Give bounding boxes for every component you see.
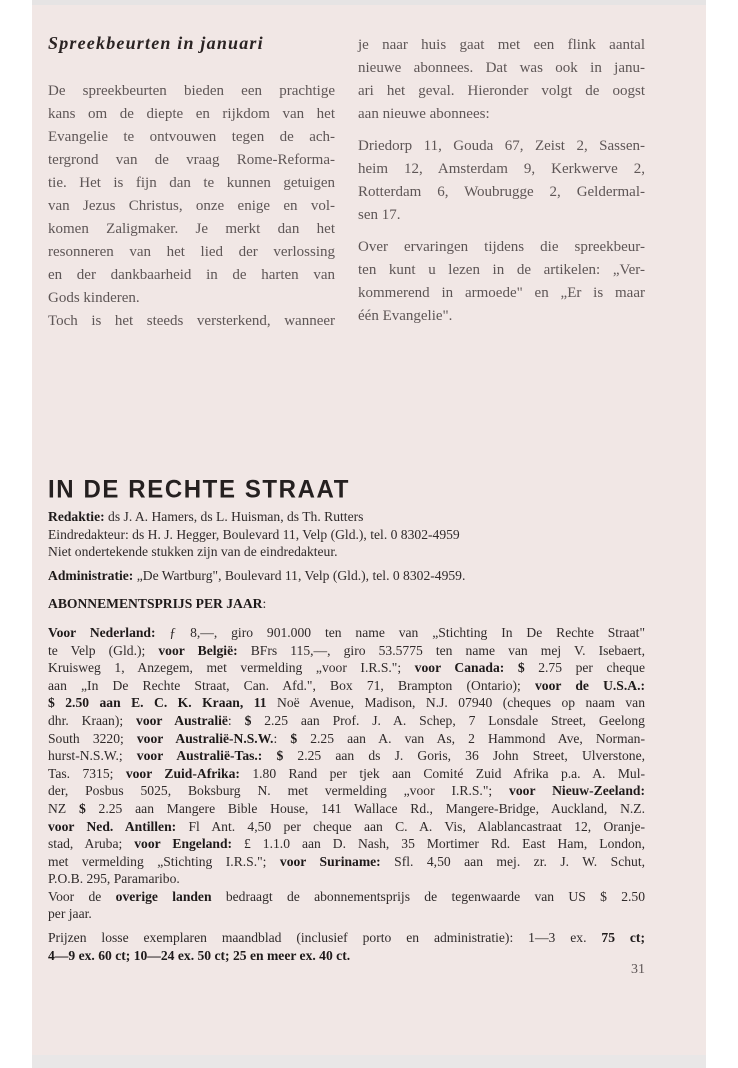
text-line: [48, 800, 645, 818]
bold-label: voor Zuid-Afrika:: [125, 765, 240, 781]
text-line: [48, 730, 645, 748]
article-right-column: [358, 34, 645, 337]
text-line: [48, 929, 645, 947]
text-line: Toch is het steeds versterkend, wanneer: [48, 313, 335, 329]
bold-label: voor Suriname:: [279, 853, 381, 869]
text-line: De spreekbeurten bieden een prachtige: [48, 83, 335, 99]
bold-label: $: [78, 800, 86, 816]
text-line: tie. Het is fijn dan te kunnen getuigen: [48, 175, 335, 191]
text-line: je naar huis gaat met een flink aantal: [358, 37, 645, 53]
bold-label: voor Engeland:: [134, 836, 233, 852]
text-run: £ 1.1.0 aan D. Nash, 35 Mortimer Rd. East Ham, London,: [232, 836, 645, 852]
text-line: en der dankbaarheid in de harten van: [48, 267, 335, 283]
text-run: ƒ 8,—, giro 901.000 ten name van „Stichting In De Rechte Straat": [155, 624, 645, 640]
text-line: [48, 712, 645, 730]
text-line: [48, 642, 645, 660]
text-line: [48, 818, 645, 836]
bold-label: 4—9 ex. 60 ct; 10—24 ex. 50 ct; 25 en meer ex. 40 ct.: [48, 947, 351, 963]
text-line: [48, 624, 645, 642]
colophon-title: IN DE RECHTE STRAAT: [48, 475, 350, 504]
text-run: 2.25 aan ds J. Goris, 36 John Street, Ulverstone,: [283, 748, 646, 764]
text-line: [48, 765, 645, 783]
bold-label: voor Ned. Antillen:: [48, 818, 177, 834]
text-run: stad, Aruba;: [48, 836, 135, 852]
text-line: [48, 595, 645, 613]
colophon-block: [48, 508, 645, 561]
colophon-block: [48, 567, 645, 585]
text-line: [48, 526, 645, 544]
colophon-block: [48, 595, 645, 613]
bold-label: voor Australië: [136, 712, 228, 728]
text-run: 1.80 Rand per tjek aan Comité Zuid Afrika p.a. A. Mul-: [239, 765, 646, 781]
text-line: resonneren van het lied der verlossing: [48, 244, 335, 260]
text-run: 2.75 per cheque: [524, 660, 645, 676]
text-run: P.O.B. 295, Paramaribo.: [48, 871, 180, 887]
text-run: Niet ondertekende stukken zijn van de eindredakteur.: [48, 544, 338, 560]
text-run: hurst-N.S.W.;: [48, 748, 137, 764]
text-run: dhr. Kraan);: [48, 712, 137, 728]
text-line: sen 17.: [358, 207, 401, 223]
text-line: [48, 567, 645, 585]
colophon-block: [48, 929, 645, 964]
text-line: [48, 870, 645, 888]
text-line: [48, 853, 645, 871]
bold-label: $: [244, 712, 252, 728]
text-run: aan „In De Rechte Straat, Can. Afd.", Box 71, Brampton (Ontario);: [48, 677, 535, 693]
bold-label: ABONNEMENTSPRIJS PER JAAR: [48, 596, 263, 612]
article-title: Spreekbeurten in januari: [48, 33, 264, 53]
text-line: tergrond van de vraag Rome-Reforma-: [48, 152, 335, 168]
text-run: 2.25 aan Prof. J. A. Schep, 7 Lonsdale Street, Geelong: [251, 712, 645, 728]
page-number: 31: [631, 962, 645, 977]
text-line: Driedorp 11, Gouda 67, Zeist 2, Sassen-: [358, 138, 645, 154]
scan-bottom-edge: [32, 1055, 706, 1068]
text-run: :: [273, 730, 291, 746]
bold-label: overige landen: [115, 888, 212, 904]
text-line: nieuwe abonnees. Dat was ook in janu-: [358, 60, 645, 76]
text-run: Tas. 7315;: [48, 765, 126, 781]
text-line: [48, 782, 645, 800]
text-run: :: [227, 712, 245, 728]
text-run: Eindredakteur: ds H. J. Hegger, Boulevard 11, Velp (Gld.), tel. 0 8302-4959: [48, 526, 460, 542]
bold-label: $: [290, 730, 298, 746]
text-run: Sfl. 4,50 aan mej. zr. J. W. Schut,: [380, 853, 646, 869]
text-run: per jaar.: [48, 906, 92, 922]
article-paragraph: [358, 236, 645, 328]
bold-label: Administratie:: [48, 567, 134, 583]
text-run: Prijzen losse exemplaren maandblad (inclusief porto en administratie): 1—3 ex.: [48, 930, 602, 946]
text-run: Kruisweg 1, Anzegem, met vermelding „voor I.R.S.";: [48, 660, 415, 676]
text-line: [48, 543, 645, 561]
text-line: [48, 888, 645, 906]
text-line: aan nieuwe abonnees:: [358, 106, 490, 122]
text-run: Fl Ant. 4,50 per cheque aan C. A. Vis, Alablancastraat 12, Oranje-: [176, 818, 645, 834]
text-line: [48, 947, 645, 965]
text-line: van Jezus Christus, onze enige en vol-: [48, 198, 335, 214]
bold-label: voor de U.S.A.:: [535, 677, 645, 693]
text-line: ten kunt u lezen in de artikelen: „Ver-: [358, 262, 645, 278]
colophon-block: [48, 624, 645, 923]
text-run: Noë Avenue, Madison, N.J. 07940 (cheques op naam van: [266, 695, 646, 711]
text-run: 2.25 aan Mangere Bible House, 141 Wallace Rd., Mangere-Bridge, Auckland, N.Z.: [85, 800, 645, 816]
bold-label: voor Nieuw-Zeeland:: [509, 783, 645, 799]
text-run: Voor de: [48, 888, 116, 904]
text-run: „De Wartburg", Boulevard 11, Velp (Gld.), tel. 0 8302-4959.: [133, 567, 466, 583]
text-line: [48, 694, 645, 712]
text-line: [48, 835, 645, 853]
bold-label: Redaktie:: [48, 509, 105, 524]
text-line: [48, 508, 645, 526]
article-paragraph: [358, 135, 645, 227]
text-line: Rotterdam 6, Woubrugge 2, Geldermal-: [358, 184, 645, 200]
text-run: ds J. A. Hamers, ds L. Huisman, ds Th. Rutters: [104, 509, 364, 524]
text-run: BFrs 115,—, giro 53.5775 ten name van mej V. Isebaert,: [237, 642, 645, 658]
bold-label: $ 2.50 aan E. C. K. Kraan, 11: [48, 695, 267, 711]
colophon-body: [48, 508, 645, 970]
bold-label: Voor Nederland:: [48, 624, 156, 640]
text-line: kommerend in armoede" en „Er is maar: [358, 285, 645, 301]
text-run: der, Posbus 5025, Boksburg N. met vermelding „voor I.R.S.";: [48, 783, 510, 799]
text-line: [48, 747, 645, 765]
text-line: Over ervaringen tijdens die spreekbeur-: [358, 239, 645, 255]
bold-label: voor België:: [158, 642, 238, 658]
text-run: te Velp (Gld.);: [48, 642, 159, 658]
text-line: kans om de diepte en rijkdom van het: [48, 106, 335, 122]
article-paragraph: [358, 34, 645, 126]
bold-label: voor Australië-N.S.W.: [136, 730, 274, 746]
text-line: [48, 677, 645, 695]
text-run: bedraagt de abonnementsprijs de tegenwaarde van US $ 2.50: [211, 888, 645, 904]
bold-label: voor Canada: $: [414, 660, 525, 676]
article-left-column: [48, 80, 335, 342]
text-line: komen Zaligmaker. Je merkt dan het: [48, 221, 335, 237]
text-run: met vermelding „Stichting I.R.S.";: [48, 853, 280, 869]
text-line: Evangelie te ontvouwen tegen de ach-: [48, 129, 335, 145]
bold-label: 75 ct;: [601, 930, 645, 946]
text-run: NZ: [48, 800, 79, 816]
text-line: Gods kinderen.: [48, 290, 140, 306]
bold-label: voor Australië-Tas.: $: [136, 748, 284, 764]
text-run: :: [262, 596, 267, 612]
article-paragraph: [48, 80, 335, 333]
text-line: heim 12, Amsterdam 9, Kerkwerve 2,: [358, 161, 645, 177]
text-run: 2.25 aan A. van As, 2 Hammond Ave, Norman-: [297, 730, 645, 746]
text-line: [48, 659, 645, 677]
text-run: South 3220;: [48, 730, 137, 746]
text-line: [48, 905, 645, 923]
text-line: ari het geval. Hieronder volgt de oogst: [358, 83, 645, 99]
text-line: één Evangelie".: [358, 308, 453, 324]
